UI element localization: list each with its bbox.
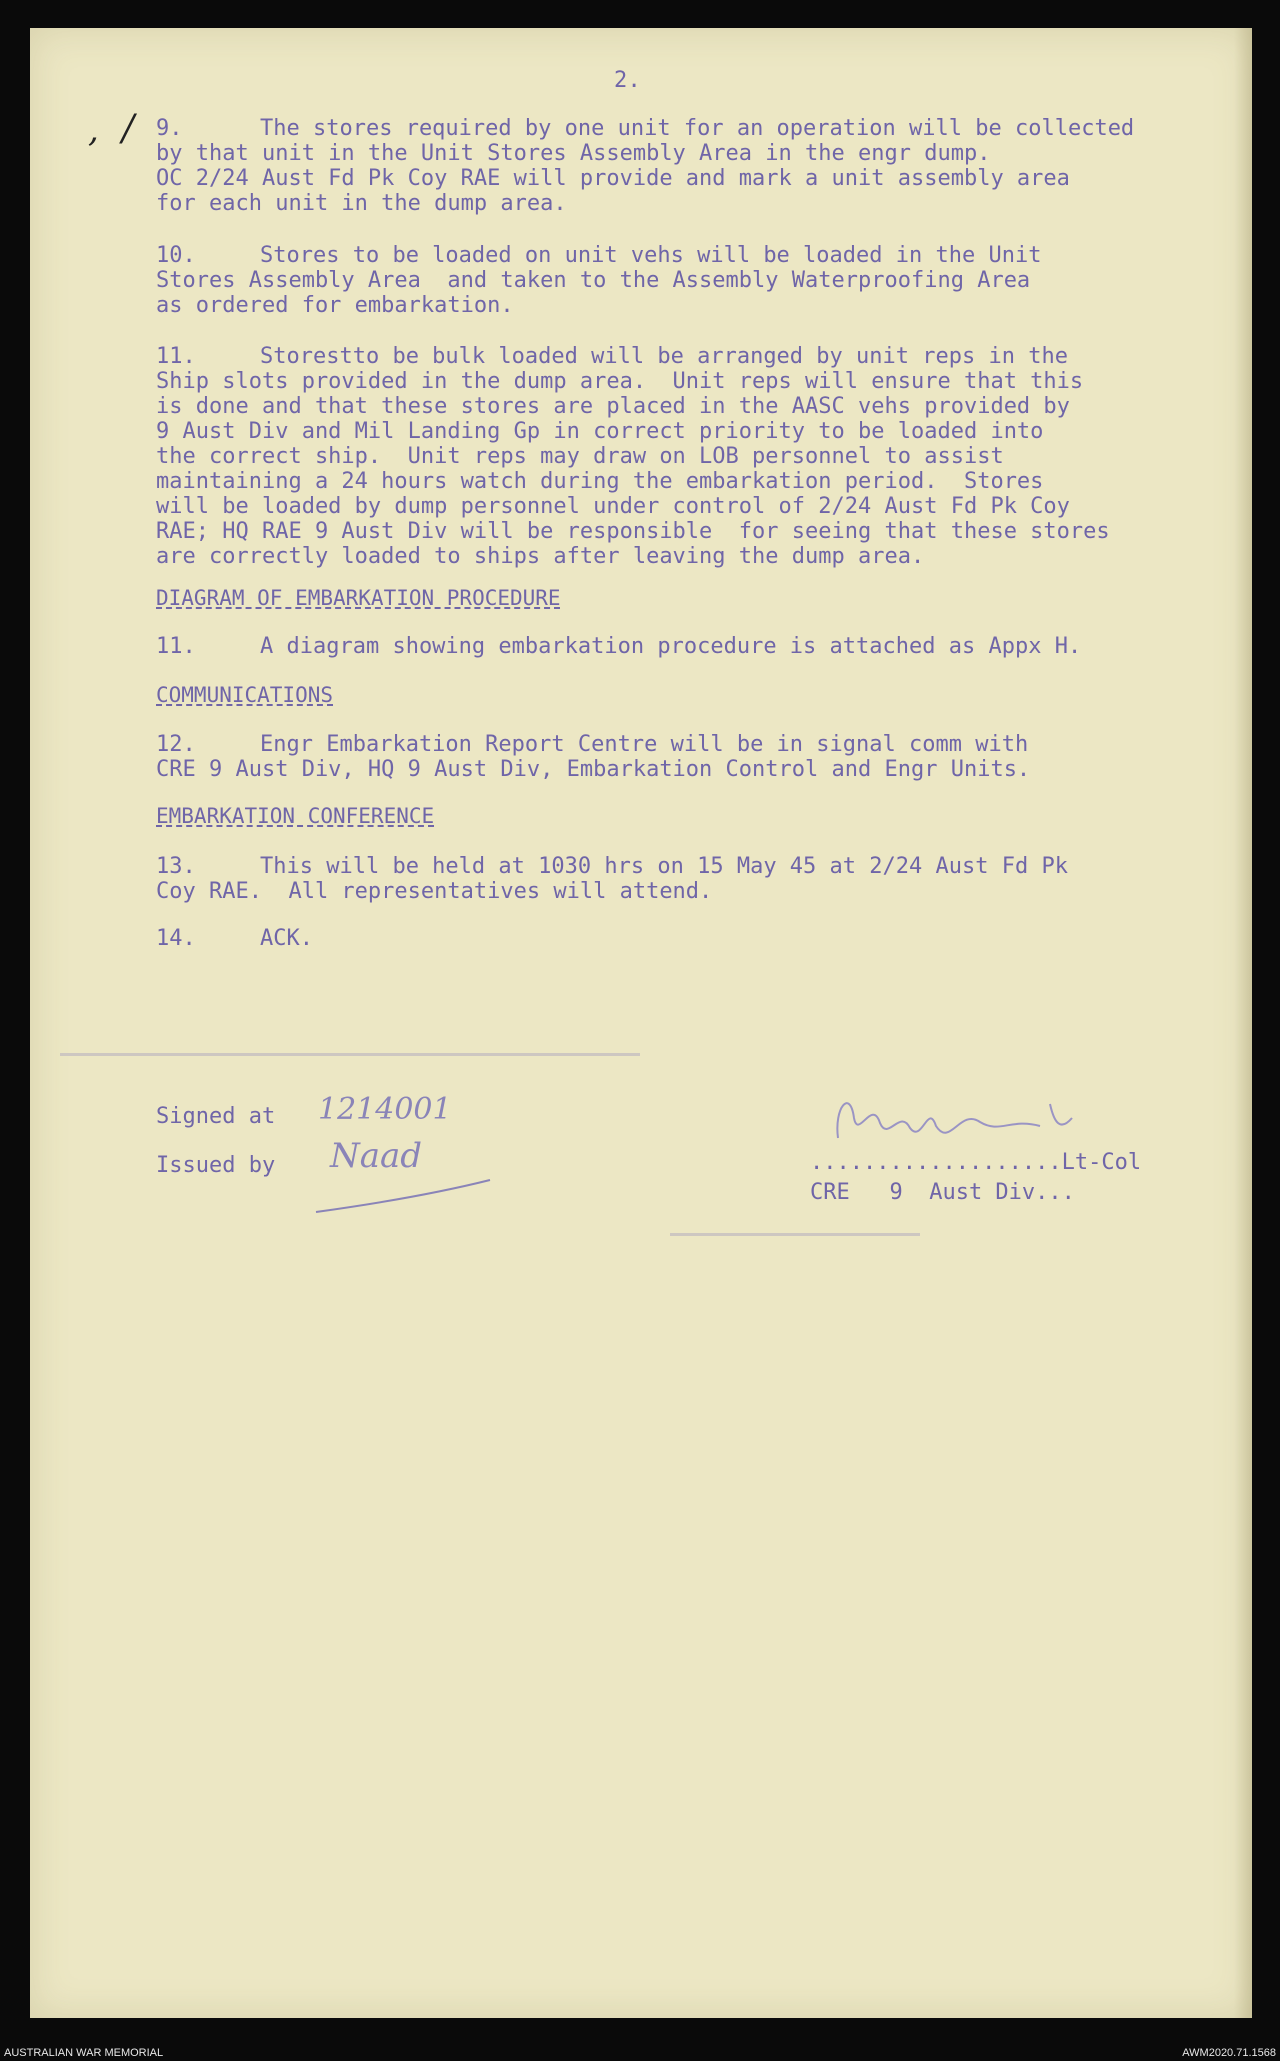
paragraph-11	[156, 344, 1216, 569]
signed-at-handwriting: 1214001	[318, 1092, 452, 1127]
paragraph-number: 10.	[156, 243, 196, 268]
margin-tick: /	[122, 108, 135, 149]
footer-left-caption: AUSTRALIAN WAR MEMORIAL	[4, 2047, 164, 2059]
paragraph-number: 11.	[156, 344, 196, 369]
paragraph-line: OC 2/24 Aust Fd Pk Coy RAE will provide and mark a unit assembly area	[156, 166, 1070, 191]
ink-smudge	[670, 1233, 920, 1236]
paragraph-line: RAE; HQ RAE 9 Aust Div will be responsible for seeing that these stores	[156, 519, 1110, 544]
ink-smudge	[60, 1053, 640, 1056]
paragraph-12	[156, 732, 1216, 782]
paragraph-line: will be loaded by dump personnel under control of 2/24 Aust Fd Pk Coy	[156, 494, 1070, 519]
paragraph-line: for each unit in the dump area.	[156, 191, 567, 216]
paragraph-number: 13.	[156, 854, 196, 879]
paragraph-10	[156, 243, 1216, 318]
paragraph-number: 9.	[156, 116, 183, 141]
paragraph-line: Ship slots provided in the dump area. Unit reps will ensure that this	[156, 369, 1084, 394]
page-number: 2.	[614, 68, 642, 93]
paragraph-line: CRE 9 Aust Div, HQ 9 Aust Div, Embarkation Control and Engr Units.	[156, 757, 1031, 782]
officer-signature	[810, 1078, 1140, 1158]
paragraph-line: the correct ship. Unit reps may draw on LOB personnel to assist	[156, 444, 1004, 469]
paragraph-line: Storestto be bulk loaded will be arranged by unit reps in the	[260, 344, 1068, 369]
paragraph-number: 12.	[156, 732, 196, 757]
paragraph-13	[156, 854, 1216, 904]
officer-rank-line: ...................Lt-Col	[810, 1150, 1142, 1175]
paragraph-line: are correctly loaded to ships after leaving the dump area.	[156, 544, 925, 569]
paragraph-line: This will be held at 1030 hrs on 15 May 45 at 2/24 Aust Fd Pk	[260, 854, 1068, 879]
paragraph-line: Engr Embarkation Report Centre will be in signal comm with	[260, 732, 1029, 757]
paragraph-line: Coy RAE. All representatives will attend.	[156, 879, 713, 904]
issued-by-handwriting: Naad	[330, 1136, 423, 1176]
section-heading-communications: COMMUNICATIONS	[156, 683, 334, 707]
paragraph-number: 11.	[156, 634, 196, 659]
paragraph-line: 9 Aust Div and Mil Landing Gp in correct priority to be loaded into	[156, 419, 1044, 444]
paragraph-line: Stores Assembly Area and taken to the Assembly Waterproofing Area	[156, 268, 1031, 293]
issued-by-label: Issued by	[156, 1153, 276, 1178]
paragraph-line: maintaining a 24 hours watch during the embarkation period. Stores	[156, 469, 1044, 494]
paragraph-9	[156, 116, 1216, 216]
margin-mark: ,	[88, 110, 99, 150]
paragraph-line: by that unit in the Unit Stores Assembly Area in the engr dump.	[156, 141, 991, 166]
paragraph-line: The stores required by one unit for an operation will be collected	[260, 116, 1135, 141]
issued-by-underline	[314, 1176, 494, 1216]
officer-title: CRE 9 Aust Div...	[810, 1180, 1075, 1205]
paragraph-line: ACK.	[260, 926, 313, 951]
signed-at-label: Signed at	[156, 1104, 276, 1129]
paragraph-line: as ordered for embarkation.	[156, 293, 514, 318]
paragraph-11-diagram	[156, 634, 1216, 659]
document-page	[30, 28, 1252, 2018]
footer-right-caption: AWM2020.71.1568	[1182, 2047, 1276, 2059]
paragraph-line: Stores to be loaded on unit vehs will be loaded in the Unit	[260, 243, 1042, 268]
paragraph-line: A diagram showing embarkation procedure is attached as Appx H.	[260, 634, 1082, 659]
paragraph-line: is done and that these stores are placed in the AASC vehs provided by	[156, 394, 1070, 419]
paragraph-14	[156, 926, 1216, 951]
section-heading-conference: EMBARKATION CONFERENCE	[156, 804, 435, 828]
paragraph-number: 14.	[156, 926, 196, 951]
section-heading-diagram: DIAGRAM OF EMBARKATION PROCEDURE	[156, 586, 561, 610]
